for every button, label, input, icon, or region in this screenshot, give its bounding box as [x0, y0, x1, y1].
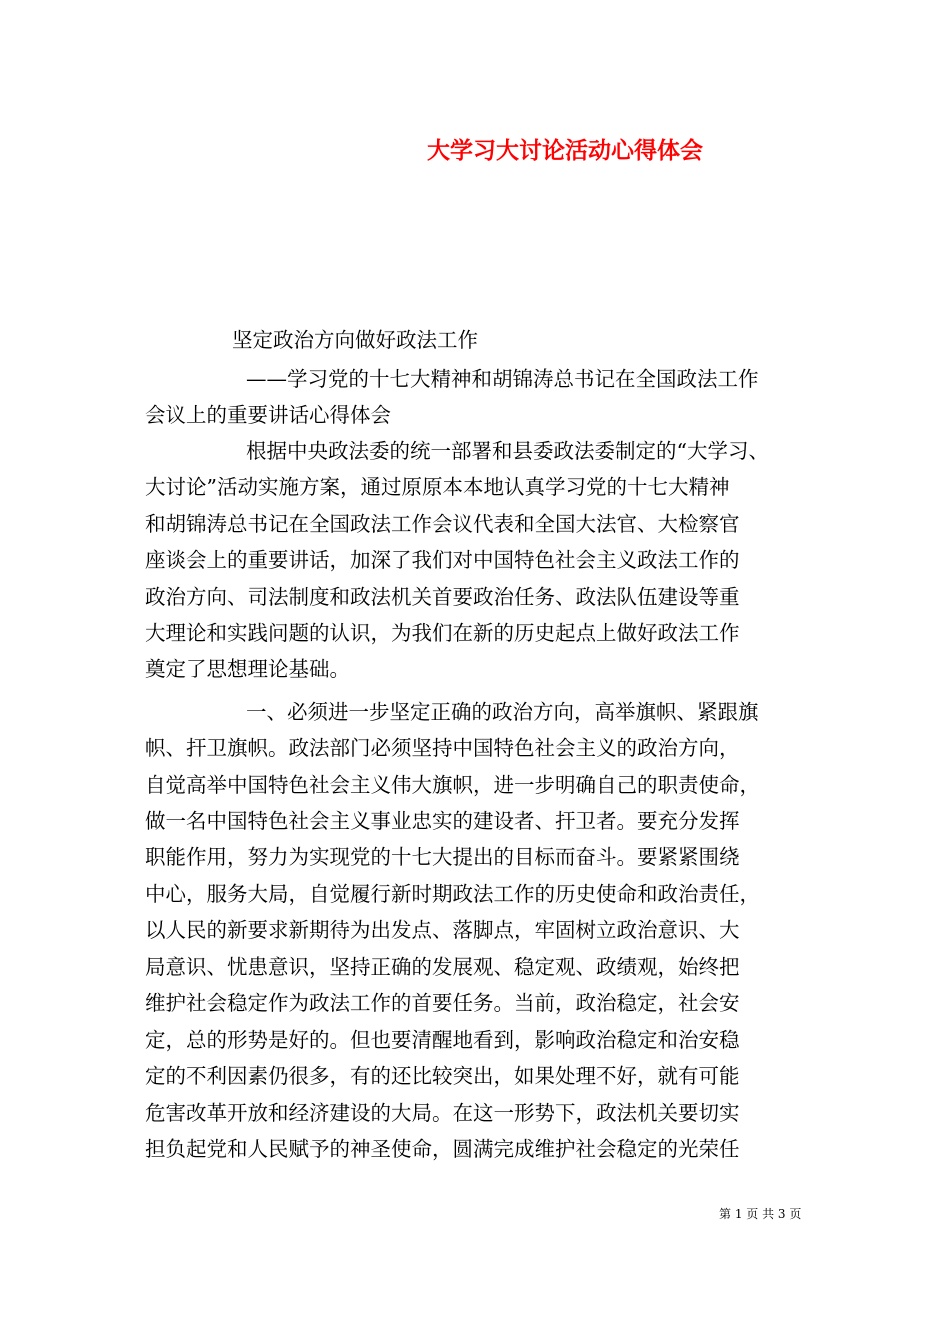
body-line: 中心，服务大局，自觉履行新时期政法工作的历史使命和政治责任， — [145, 882, 760, 906]
document-title: 大学习大讨论活动心得体会 — [427, 138, 703, 164]
body-line: 维护社会稳定作为政法工作的首要任务。当前，政治稳定，社会安 — [145, 991, 740, 1015]
body-line: 以人民的新要求新期待为出发点、落脚点，牢固树立政治意识、大 — [145, 918, 740, 942]
body-line: 担负起党和人民赋予的神圣使命，圆满完成维护社会稳定的光荣任 — [145, 1137, 740, 1161]
body-line: 帜、扞卫旗帜。政法部门必须坚持中国特色社会主义的政治方向， — [145, 736, 740, 760]
body-line: 会议上的重要讲话心得体会 — [145, 403, 391, 427]
body-line: 政治方向、司法制度和政法机关首要政治任务、政法队伍建设等重 — [145, 585, 740, 609]
body-line: 定，总的形势是好的。但也要清醒地看到，影响政治稳定和治安稳 — [145, 1028, 740, 1052]
document-subtitle: 坚定政治方向做好政法工作 — [232, 328, 478, 352]
body-line: 座谈会上的重要讲话，加深了我们对中国特色社会主义政法工作的 — [145, 548, 740, 572]
body-line: ——学习党的十七大精神和胡锦涛总书记在全国政法工作 — [246, 367, 759, 391]
body-line: 大讨论”活动实施方案，通过原原本本地认真学习党的十七大精神 — [145, 475, 730, 499]
body-line: 局意识、忧患意识，坚持正确的发展观、稳定观、政绩观，始终把 — [145, 955, 740, 979]
body-line: 自觉高举中国特色社会主义伟大旗帜，进一步明确自己的职责使命， — [145, 773, 760, 797]
body-line: 一、必须进一步坚定正确的政治方向，高举旗帜、紧跟旗 — [246, 700, 759, 724]
body-line: 危害改革开放和经济建设的大局。在这一形势下，政法机关要切实 — [145, 1101, 740, 1125]
body-line: 大理论和实践问题的认识，为我们在新的历史起点上做好政法工作 — [145, 621, 740, 645]
body-line: 奠定了思想理论基础。 — [145, 657, 350, 681]
page-number: 第 1 页 共 3 页 — [719, 1207, 802, 1221]
body-line: 定的不利因素仍很多，有的还比较突出，如果处理不好，就有可能 — [145, 1064, 740, 1088]
body-line: 根据中央政法委的统一部署和县委政法委制定的“大学习、 — [246, 439, 769, 463]
body-line: 和胡锦涛总书记在全国政法工作会议代表和全国大法官、大检察官 — [145, 512, 740, 536]
body-line: 职能作用，努力为实现党的十七大提出的目标而奋斗。要紧紧围绕 — [145, 845, 740, 869]
body-line: 做一名中国特色社会主义事业忠实的建设者、扞卫者。要充分发挥 — [145, 809, 740, 833]
